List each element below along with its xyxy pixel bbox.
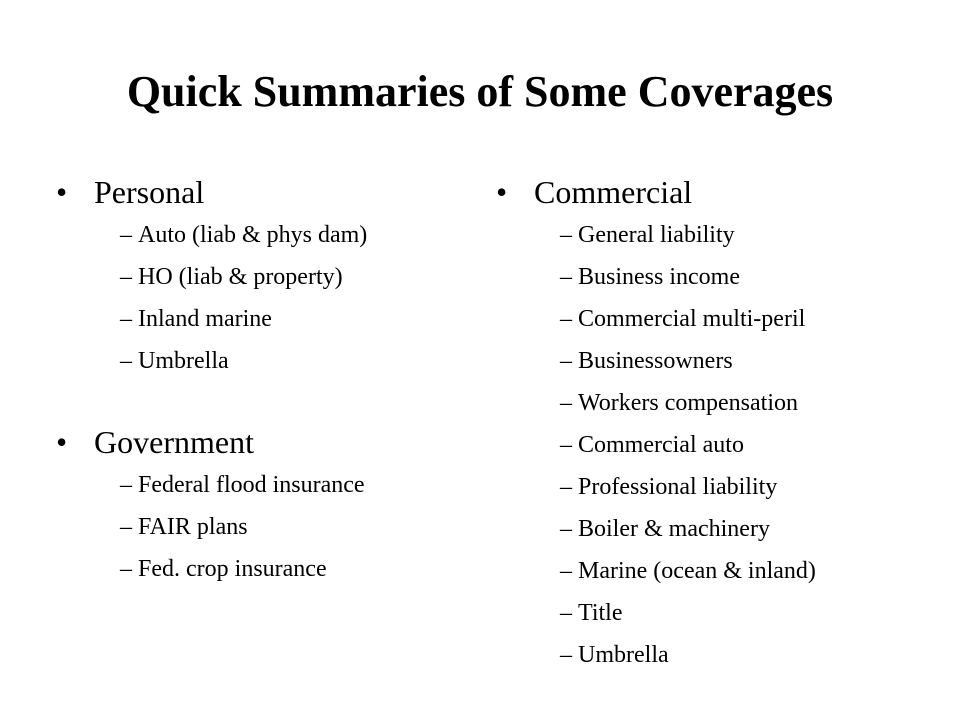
dash-icon: – xyxy=(560,348,572,374)
dash-icon: – xyxy=(120,264,132,290)
list-item xyxy=(560,424,936,466)
section-government xyxy=(56,420,476,590)
list-item xyxy=(120,548,476,590)
bullet-icon: • xyxy=(56,424,68,460)
dash-icon: – xyxy=(120,306,132,332)
section-personal xyxy=(56,170,476,382)
left-column xyxy=(56,170,476,628)
list-item-label: Businessowners xyxy=(578,348,733,374)
list-item xyxy=(560,256,936,298)
dash-icon: – xyxy=(560,516,572,542)
section-heading: Personal xyxy=(94,174,205,210)
dash-icon: – xyxy=(560,642,572,668)
dash-icon: – xyxy=(560,264,572,290)
list-item xyxy=(560,634,936,676)
dash-icon: – xyxy=(560,222,572,248)
list-item-label: Boiler & machinery xyxy=(578,516,770,542)
dash-icon: – xyxy=(560,474,572,500)
list-item-label: Inland marine xyxy=(138,306,272,332)
list-item xyxy=(560,340,936,382)
list-item-label: Fed. crop insurance xyxy=(138,556,327,582)
sub-list-government xyxy=(56,464,476,590)
dash-icon: – xyxy=(560,432,572,458)
section-commercial xyxy=(496,170,936,676)
list-item-label: FAIR plans xyxy=(138,514,248,540)
list-item-label: Federal flood insurance xyxy=(138,472,365,498)
bullet-commercial xyxy=(496,170,936,214)
dash-icon: – xyxy=(560,558,572,584)
sub-list-commercial xyxy=(496,214,936,676)
slide-title: Quick Summaries of Some Coverages xyxy=(126,67,834,116)
list-item xyxy=(560,592,936,634)
list-item xyxy=(120,298,476,340)
list-item-label: Auto (liab & phys dam) xyxy=(138,222,368,248)
dash-icon: – xyxy=(120,348,132,374)
list-item-label: Title xyxy=(578,600,623,626)
dash-icon: – xyxy=(560,390,572,416)
dash-icon: – xyxy=(560,306,572,332)
bullet-icon: • xyxy=(56,174,68,210)
list-item xyxy=(560,298,936,340)
list-item xyxy=(560,214,936,256)
list-item-label: Umbrella xyxy=(578,642,669,668)
sub-list-personal xyxy=(56,214,476,382)
dash-icon: – xyxy=(120,514,132,540)
list-item xyxy=(560,550,936,592)
list-item xyxy=(560,508,936,550)
list-item xyxy=(120,464,476,506)
list-item xyxy=(560,382,936,424)
list-item-label: HO (liab & property) xyxy=(138,264,343,290)
list-item xyxy=(560,466,936,508)
section-heading: Commercial xyxy=(534,174,693,210)
list-item-label: Commercial multi-peril xyxy=(578,306,806,332)
list-item-label: Business income xyxy=(578,264,740,290)
list-item xyxy=(120,256,476,298)
list-item xyxy=(120,214,476,256)
list-item xyxy=(120,340,476,382)
dash-icon: – xyxy=(120,556,132,582)
dash-icon: – xyxy=(560,600,572,626)
section-heading: Government xyxy=(94,424,254,460)
list-item-label: General liability xyxy=(578,222,735,248)
list-item-label: Marine (ocean & inland) xyxy=(578,558,816,584)
bullet-government xyxy=(56,420,476,464)
dash-icon: – xyxy=(120,472,132,498)
dash-icon: – xyxy=(120,222,132,248)
bullet-personal xyxy=(56,170,476,214)
bullet-icon: • xyxy=(496,174,508,210)
list-item xyxy=(120,506,476,548)
list-item-label: Workers compensation xyxy=(578,390,799,416)
list-item-label: Umbrella xyxy=(138,348,229,374)
right-column xyxy=(496,170,936,714)
list-item-label: Professional liability xyxy=(578,474,778,500)
list-item-label: Commercial auto xyxy=(578,432,744,458)
